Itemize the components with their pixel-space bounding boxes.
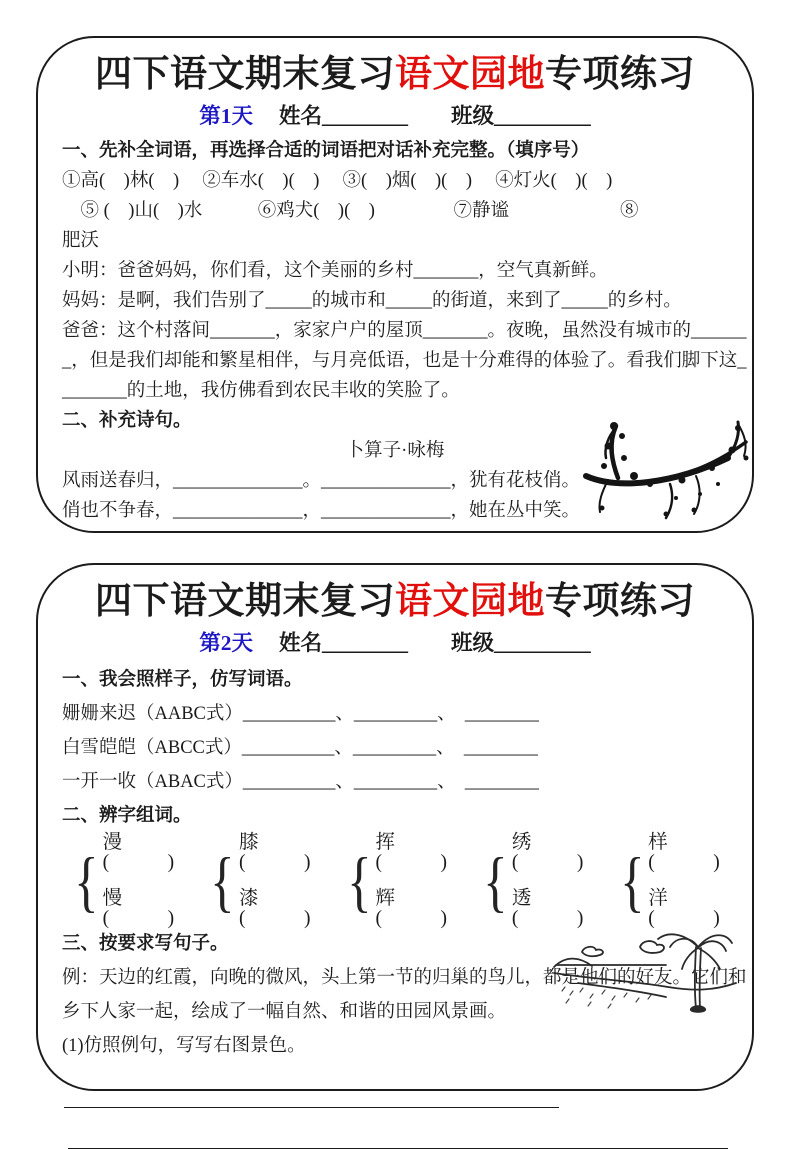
word-imitate-line: 一开一收（ABAC式）__________、_________、 ________ — [62, 772, 539, 792]
idiom-fill-line: 肥沃 — [62, 231, 100, 251]
pair-top: 绣( ) — [511, 832, 584, 873]
poem-fill-line: 俏也不争春，______________，______________，她在丛中笑。 — [62, 501, 581, 521]
pair-bottom: 漆( ) — [239, 888, 311, 929]
question-1-header: 一、我会照样子，仿写词语。 — [62, 670, 303, 690]
brace-icon: { — [74, 843, 99, 919]
pair-bottom: 洋( ) — [648, 888, 720, 929]
character-pair — [479, 833, 591, 929]
title-part2: 专项练习 — [545, 581, 695, 622]
answer-line — [64, 1107, 559, 1108]
pair-top: 样( ) — [648, 832, 720, 873]
pair-bottom: 透( ) — [511, 888, 584, 929]
day-label: 第1天 — [199, 104, 253, 128]
title-part1: 四下语文期末复习 — [95, 54, 395, 95]
question-3-header: 三、按要求写句子。 — [62, 934, 229, 954]
question-2-header: 二、补充诗句。 — [62, 411, 192, 431]
pair-top: 漫( ) — [102, 832, 175, 873]
brace-icon: { — [210, 843, 235, 919]
title-part2: 专项练习 — [545, 54, 695, 95]
day-header — [62, 627, 728, 659]
dialog-line-continued: _______的土地，我仿佛看到农民丰收的笑脸了。 — [62, 381, 460, 401]
sub-question: (1)仿照例句，写写右图景色。 — [62, 1036, 306, 1056]
character-pair — [70, 833, 182, 929]
brace-icon: { — [619, 843, 645, 919]
question-1-header: 一、先补全词语，再选择合适的词语把对话补充完整。（填序号） — [62, 141, 590, 161]
poem-fill-line: 风雨送春归，______________。______________，犹有花枝俏。 — [62, 471, 581, 491]
character-pair — [206, 833, 318, 929]
idiom-fill-line: ⑤ ( )山( )水 ⑥鸡犬( )( ) ⑦静谧 ⑧ — [62, 201, 639, 221]
plum-blossom-illustration — [578, 414, 764, 526]
pair-top: 膝( ) — [239, 832, 311, 873]
word-imitate-line: 姗姗来迟（AABC式）__________、_________、 ________ — [62, 704, 539, 724]
name-class-blanks: 姓名________ 班级_________ — [279, 104, 591, 128]
title-part1: 四下语文期末复习 — [95, 581, 395, 622]
question-2-header: 二、辨字组词。 — [62, 806, 192, 826]
worksheet-day2 — [36, 563, 754, 1091]
name-class-blanks: 姓名________ 班级_________ — [279, 631, 591, 655]
worksheet-day1 — [36, 36, 754, 533]
example-sentence-line: 乡下人家一起，绘成了一幅自然、和谐的田园风景画。 — [62, 1002, 507, 1022]
dialog-line-mama: 妈妈：是啊，我们告别了_____的城市和_____的街道，来到了_____的乡村。 — [62, 291, 682, 311]
title-highlight: 语文园地 — [395, 54, 545, 95]
pair-top: 挥( ) — [375, 832, 447, 873]
brace-icon: { — [346, 843, 372, 919]
dialog-line-continued: _，但是我们却能和繁星相伴，与月亮低语，也是十分难得的体验了。看我们脚下这_ — [62, 351, 747, 371]
pair-bottom: 慢( ) — [102, 888, 175, 929]
title-highlight: 语文园地 — [395, 581, 545, 622]
pair-bottom: 辉( ) — [375, 888, 447, 929]
worksheet-title — [62, 579, 728, 625]
character-pair — [616, 833, 728, 929]
worksheet-title — [62, 52, 728, 98]
example-sentence-line: 例：天边的红霞，向晚的微风，头上第一节的归巢的鸟儿，都是他们的好友。它们和 — [62, 968, 747, 988]
character-pair — [343, 833, 455, 929]
word-imitate-line: 白雪皑皑（ABCC式）__________、_________、 ________ — [62, 738, 538, 758]
poem-title: 卜算子·咏梅 — [345, 441, 445, 461]
beach-scene-illustration — [548, 921, 740, 1021]
day-label: 第2天 — [199, 631, 253, 655]
idiom-fill-line: ①高( )林( ) ②车水( )( ) ③( )烟( )( ) ④灯火( )( ) — [62, 171, 613, 191]
day-header — [62, 100, 728, 132]
dialog-line-baba: 爸爸：这个村落间_______，家家户户的屋顶_______。夜晚，虽然没有城市的______ — [62, 321, 747, 341]
brace-icon: { — [483, 843, 508, 919]
dialog-line-xiaoming: 小明：爸爸妈妈，你们看，这个美丽的乡村_______，空气真新鲜。 — [62, 261, 608, 281]
character-pair-groups — [70, 832, 728, 929]
